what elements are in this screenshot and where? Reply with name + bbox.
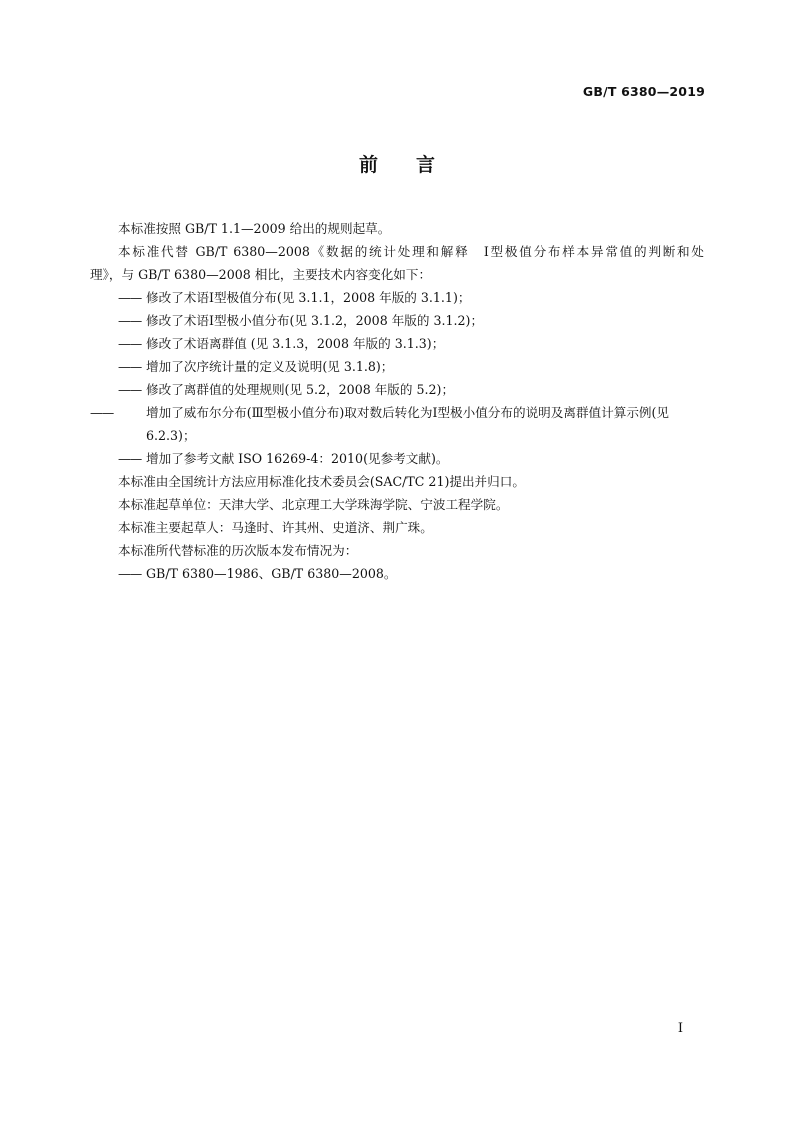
paragraph-drafting-units: 本标准起草单位：天津大学、北京理工大学珠海学院、宁波工程学院。 bbox=[118, 497, 509, 512]
paragraph-drafting-rule: 本标准按照 GB/T 1.1—2009 给出的规则起草。 bbox=[118, 221, 391, 236]
list-dash: —— bbox=[118, 566, 142, 581]
change-item bbox=[90, 447, 704, 470]
change-item bbox=[90, 355, 704, 378]
list-dash: —— bbox=[118, 382, 142, 397]
list-dash: —— bbox=[118, 313, 142, 328]
page-number: Ⅰ bbox=[677, 1021, 683, 1036]
change-item bbox=[90, 378, 704, 401]
list-dash: —— bbox=[118, 451, 142, 466]
paragraph-drafters: 本标准主要起草人：马逢时、许其州、史道济、荆广珠。 bbox=[118, 520, 433, 535]
change-item bbox=[90, 309, 704, 332]
change-item bbox=[90, 401, 704, 447]
change-item-text: 增加了参考文献 ISO 16269-4：2010(见参考文献)。 bbox=[146, 451, 449, 466]
paragraph-replaces-line-2: 理》，与 GB/T 6380—2008 相比，主要技术内容变化如下： bbox=[90, 267, 432, 282]
list-dash: —— bbox=[90, 405, 114, 420]
paragraph-proposer: 本标准由全国统计方法应用标准化技术委员会(SAC/TC 21)提出并归口。 bbox=[118, 474, 525, 489]
standard-code: GB/T 6380—2019 bbox=[582, 84, 705, 99]
history-item bbox=[90, 562, 704, 585]
page-title bbox=[0, 150, 794, 177]
title-char-1: 前 bbox=[358, 154, 378, 176]
history-item-text: GB/T 6380—1986、GB/T 6380—2008。 bbox=[146, 566, 397, 581]
list-dash: —— bbox=[118, 336, 142, 351]
change-item-text: 增加了威布尔分布(Ⅲ型极小值分布)取对数后转化为Ⅰ型极小值分布的说明及离群值计算示例(见 6.2.3)； bbox=[146, 405, 670, 443]
change-item-text: 修改了术语Ⅰ型极值分布(见 3.1.1，2008 年版的 3.1.1)； bbox=[146, 290, 471, 305]
change-item bbox=[90, 286, 704, 309]
paragraph-history-intro: 本标准所代替标准的历次版本发布情况为： bbox=[118, 543, 358, 558]
change-item-text: 修改了术语离群值 (见 3.1.3，2008 年版的 3.1.3)； bbox=[146, 336, 445, 351]
change-item bbox=[90, 332, 704, 355]
change-item-text: 修改了术语Ⅰ型极小值分布(见 3.1.2，2008 年版的 3.1.2)； bbox=[146, 313, 484, 328]
change-item-text: 修改了离群值的处理规则(见 5.2，2008 年版的 5.2)； bbox=[146, 382, 455, 397]
list-dash: —— bbox=[118, 359, 142, 374]
title-char-2: 言 bbox=[416, 154, 436, 176]
change-item-text: 增加了次序统计量的定义及说明(见 3.1.8)； bbox=[146, 359, 394, 374]
paragraph-replaces-line-1: 本标准代替 GB/T 6380—2008《数据的统计处理和解释 Ⅰ型极值分布样本异常值的判断和处 bbox=[118, 244, 704, 259]
foreword-body bbox=[90, 217, 704, 585]
list-dash: —— bbox=[118, 290, 142, 305]
